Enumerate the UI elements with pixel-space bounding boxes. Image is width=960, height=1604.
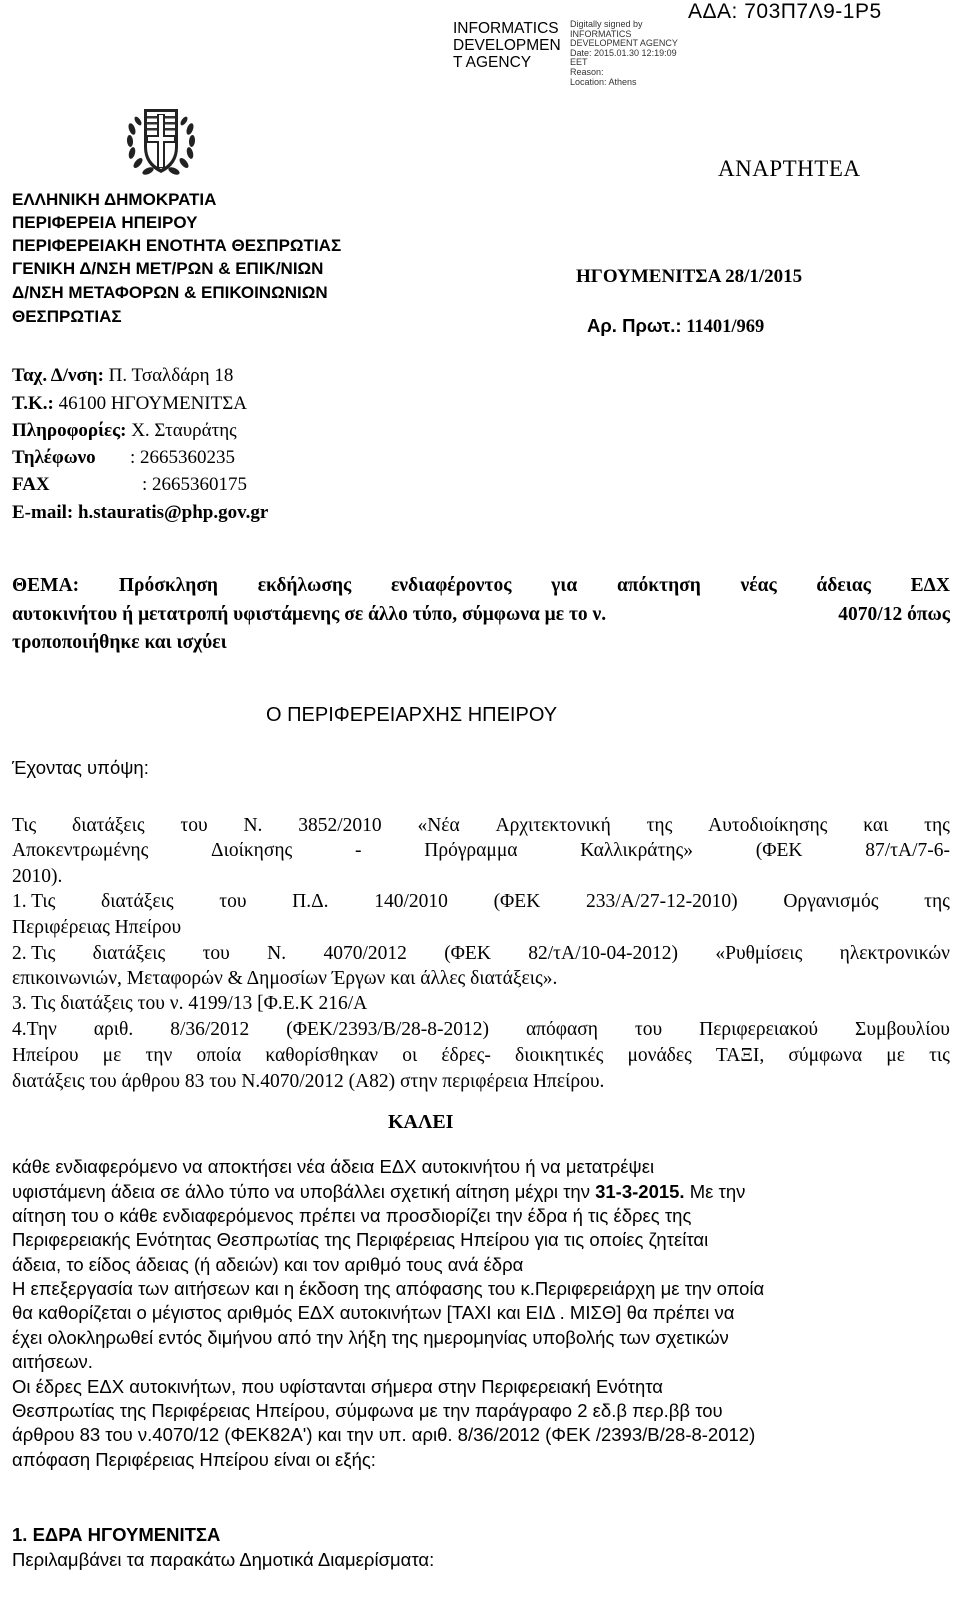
provision-word: Τις — [12, 815, 37, 836]
provision-word: 140/2010 — [374, 891, 448, 912]
subject-line-2 — [12, 604, 950, 626]
provision-word: Καλλικράτης» — [580, 840, 694, 861]
subject-word: ΘΕΜΑ: — [12, 575, 80, 596]
provision-word: 4.Την — [12, 1019, 57, 1040]
provision-word: μονάδες — [627, 1045, 692, 1066]
header-line: ΠΕΡΙΦΕΡΕΙΑ ΗΠΕΙΡΟΥ — [12, 213, 198, 232]
signature-detail-line: EET — [570, 57, 588, 68]
ada-code: ΑΔΑ: 703Π7Λ9-1Ρ5 — [688, 0, 882, 23]
seat-description: Περιλαμβάνει τα παρακάτω Δημοτικά Διαμερίσματα: — [12, 1549, 435, 1570]
provision-word: Ηπείρου — [12, 1045, 79, 1066]
provision-word: (ΦΕΚ — [755, 840, 803, 861]
call-line: έχει ολοκληρωθεί εντός διμήνου από την λήξη της ημερομηνίας υποβολής των σχετικών — [12, 1327, 729, 1348]
phone-value: : 2665360235 — [130, 447, 236, 468]
contact-fax — [12, 474, 247, 496]
provision-word: Αυτοδιοίκησης — [708, 815, 828, 836]
address-value: Π. Τσαλδάρη 18 — [108, 365, 234, 386]
signature-detail-line: Location: Athens — [570, 76, 637, 87]
subject-text: 4070/12 όπως — [838, 604, 950, 625]
subject-word: νέας — [740, 575, 777, 596]
signature-detail-line: DEVELOPMENT AGENCY — [570, 38, 678, 49]
postal-label: Τ.Κ.: — [12, 393, 54, 414]
provision-word: ηλεκτρονικών — [839, 943, 950, 964]
header-line: ΠΕΡΙΦΕΡΕΙΑΚΗ ΕΝΟΤΗΤΑ ΘΕΣΠΡΩΤΙΑΣ — [12, 236, 342, 255]
postal-value: 46100 ΗΓΟΥΜΕΝΙΤΣΑ — [58, 393, 248, 414]
call-line: Η επεξεργασία των αιτήσεων και η έκδοση της απόφασης του κ.Περιφερειάρχη με την οποία — [12, 1278, 765, 1299]
provision-word: Περιφερειακού — [699, 1019, 819, 1040]
contact-phone — [12, 447, 235, 469]
signature-detail-line: Reason: — [570, 66, 604, 77]
call-line: απόφαση Περιφέρειας Ηπείρου είναι οι εξής: — [12, 1449, 376, 1470]
provision-word: σύμφωνα — [788, 1045, 863, 1066]
provision-1-line-2: Περιφέρειας Ηπείρου — [12, 917, 182, 938]
call-line: Θεσπρωτίας της Περιφέρειας Ηπείρου, σύμφωνα με την παράγραφο 2 εδ.β περ.ββ του — [12, 1400, 723, 1421]
subject-word: για — [551, 575, 578, 596]
provision-word: οποία — [196, 1045, 242, 1066]
subject-word: Πρόσκληση — [118, 575, 218, 596]
provision-word: του — [180, 815, 208, 836]
provision-word: 8/36/2012 — [170, 1019, 250, 1040]
signature-org-line: DEVELOPMEN — [453, 37, 561, 54]
provision-word: Ν. — [267, 943, 287, 964]
info-label: Πληροφορίες: — [12, 420, 127, 441]
place-date: ΗΓΟΥΜΕΝΙΤΣΑ 28/1/2015 — [576, 266, 803, 287]
fax-value: : 2665360175 — [142, 474, 248, 495]
call-line: Οι έδρες ΕΔΧ αυτοκινήτων, που υφίστανται σήμερα στην Περιφερειακή Ενότητα — [12, 1376, 663, 1397]
provision-word: Αποκεντρωμένης — [12, 840, 149, 861]
provision-word: την — [145, 1045, 173, 1066]
phone-label: Τηλέφωνο — [12, 447, 96, 468]
info-value: Χ. Σταυράτης — [131, 420, 237, 441]
provision-word: της — [924, 891, 950, 912]
call-line: άρθρου 83 του ν.4070/12 (ΦΕΚ82Α') και την υπ. αριθ. 8/36/2012 (ΦΕΚ /2393/Β/28-8-2012) — [12, 1424, 756, 1445]
subject-word: ενδιαφέροντος — [390, 575, 512, 596]
provision-word: έδρες- — [441, 1045, 491, 1066]
provision-2-line-1 — [12, 943, 950, 965]
provision-word: με — [886, 1045, 905, 1066]
provision-word: του — [202, 943, 230, 964]
provision-word: Π.Δ. — [292, 891, 329, 912]
provision-word: Αρχιτεκτονική — [495, 815, 611, 836]
protocol-value: 11401/969 — [686, 317, 765, 337]
call-line-deadline — [12, 1181, 950, 1203]
provision-word: «Ρυθμίσεις — [715, 943, 803, 964]
provision-word: της — [646, 815, 673, 836]
provision-2-line-2: επικοινωνιών, Μεταφορών & Δημοσίων Έργων και άλλες διατάξεις». — [12, 968, 558, 989]
subject-line-1 — [12, 575, 950, 597]
provision-word: (ΦΕΚ — [493, 891, 541, 912]
provision-word: καθορίσθηκαν — [265, 1045, 379, 1066]
subject-word: άδειας — [816, 575, 871, 596]
provision-word: (ΦΕΚ — [444, 943, 491, 964]
header-line: ΘΕΣΠΡΩΤΙΑΣ — [12, 307, 122, 326]
signature-org-line: INFORMATICS — [453, 20, 559, 37]
provision-0-line-3: 2010). — [12, 866, 63, 887]
invites-heading: ΚΑΛΕΙ — [388, 1111, 454, 1133]
call-line: κάθε ενδιαφερόμενο να αποκτήσει νέα άδεια ΕΔΧ αυτοκινήτου ή να μετατρέψει — [12, 1156, 655, 1177]
provision-word: απόφαση — [525, 1019, 598, 1040]
provision-word: 3852/2010 — [298, 815, 382, 836]
signature-detail-line: Date: 2015.01.30 12:19:09 — [570, 47, 677, 58]
protocol-label: Αρ. Πρωτ.: — [587, 315, 682, 336]
provision-word: οι — [402, 1045, 418, 1066]
provision-word: και — [863, 815, 889, 836]
header-line: ΓΕΝΙΚΗ Δ/ΝΣΗ ΜΕΤ/ΡΩΝ & ΕΠΙΚ/ΝΙΩΝ — [12, 259, 324, 278]
provision-word: - — [355, 840, 362, 861]
call-text: Με την — [689, 1181, 746, 1202]
call-line: θα καθορίζεται ο μέγιστος αριθμός ΕΔΧ αυτοκινήτων [ΤΑΧΙ και ΕΙΔ . ΜΙΣΘ] θα πρέπει να — [12, 1302, 735, 1323]
provision-4-line-3: διατάξεις του άρθρου 83 του Ν.4070/2012 (Α82) στην περιφέρεια Ηπείρου. — [12, 1071, 605, 1092]
subject-word: εκδήλωσης — [257, 575, 352, 596]
provision-4-line-1 — [12, 1019, 950, 1041]
provision-word: Ν. — [243, 815, 263, 836]
posting-label: ΑΝΑΡΤΗΤΕΑ — [718, 156, 861, 181]
provision-word: 82/τΑ/10-04-2012) — [528, 943, 679, 964]
provision-word: ΤΑΞΙ, — [715, 1045, 765, 1066]
provision-word: Οργανισμός — [783, 891, 879, 912]
header-line: ΕΛΛΗΝΙΚΗ ΔΗΜΟΚΡΑΤΙΑ — [12, 190, 217, 209]
provision-word: διατάξεις — [72, 815, 145, 836]
authority-title: Ο ΠΕΡΙΦΕΡΕΙΑΡΧΗΣ ΗΠΕΙΡΟΥ — [266, 704, 558, 726]
contact-postal — [12, 393, 247, 415]
call-line: αίτηση του ο κάθε ενδιαφερόμενος πρέπει να προσδιορίζει την έδρα ή τις έδρες της — [12, 1205, 692, 1226]
header-line: Δ/ΝΣΗ ΜΕΤΑΦΟΡΩΝ & ΕΠΙΚΟΙΝΩΝΙΩΝ — [12, 283, 328, 302]
signature-org-line: T AGENCY — [453, 54, 532, 71]
provision-word: με — [102, 1045, 122, 1066]
address-label: Ταχ. Δ/νση: — [12, 365, 104, 386]
call-text: υφιστάμενη άδεια σε άλλο τύπο να υποβάλλει σχετική αίτηση μέχρι την — [12, 1181, 590, 1202]
provision-word: 2. Τις — [12, 943, 56, 964]
provision-word: διατάξεις — [92, 943, 166, 964]
provision-word: αριθ. — [93, 1019, 134, 1040]
provision-word: 87/τΑ/7-6- — [865, 840, 950, 861]
provision-word: τις — [929, 1045, 950, 1066]
call-line: αιτήσεων. — [12, 1351, 93, 1372]
provision-word: διατάξεις — [101, 891, 174, 912]
contact-info — [12, 420, 237, 442]
provision-word: 1. Τις — [12, 891, 56, 912]
subject-word: απόκτηση — [616, 575, 701, 596]
fax-label: FAX — [12, 474, 50, 495]
provision-0-line-1 — [12, 815, 950, 837]
signature-detail-line: Digitally signed by — [570, 19, 643, 29]
provision-1-line-1 — [12, 891, 950, 913]
provision-word: Διοίκησης — [211, 840, 293, 861]
subject-line-3: τροποποιήθηκε και ισχύει — [12, 632, 227, 653]
considering-label: Έχοντας υπόψη: — [12, 757, 149, 778]
contact-email: E-mail: h.stauratis@php.gov.gr — [12, 502, 269, 523]
provision-word: Συμβουλίου — [855, 1019, 950, 1040]
deadline-date: 31-3-2015. — [595, 1181, 685, 1202]
provision-word: του — [634, 1019, 663, 1040]
contact-address — [12, 365, 233, 387]
protocol-number — [587, 315, 764, 338]
call-line: Περιφερειακής Ενότητας Θεσπρωτίας της Περιφέρειας Ηπείρου για τις οποίες ζητείται — [12, 1229, 709, 1250]
provision-word: διοικητικές — [515, 1045, 604, 1066]
provision-word: Πρόγραμμα — [424, 840, 518, 861]
signature-detail-line: INFORMATICS — [570, 28, 632, 39]
greek-emblem-icon — [124, 101, 198, 180]
provision-word: της — [924, 815, 950, 836]
provision-word: 4070/2012 — [323, 943, 407, 964]
provision-word: (ΦΕΚ/2393/Β/28-8-2012) — [286, 1019, 489, 1040]
provision-word: του — [219, 891, 247, 912]
provision-word: 233/Α/27-12-2010) — [585, 891, 738, 912]
seat-heading: 1. ΕΔΡΑ ΗΓΟΥΜΕΝΙΤΣΑ — [12, 1524, 221, 1545]
subject-text: αυτοκινήτου ή μετατροπή υφιστάμενης σε άλλο τύπο, σύμφωνα με το ν. — [12, 604, 607, 625]
signature-details — [570, 20, 678, 87]
provision-0-line-2 — [12, 840, 950, 862]
provision-word: «Νέα — [417, 815, 460, 836]
subject-word: ΕΔΧ — [910, 575, 950, 596]
provision-3: 3. Τις διατάξεις του ν. 4199/13 [Φ.Ε.Κ 216/Α — [12, 993, 368, 1014]
call-line: άδεια, το είδος άδειας (ή αδειών) και τον αριθμό τους ανά έδρα — [12, 1254, 524, 1275]
provision-4-line-2 — [12, 1045, 950, 1067]
signature-organization — [453, 20, 561, 71]
